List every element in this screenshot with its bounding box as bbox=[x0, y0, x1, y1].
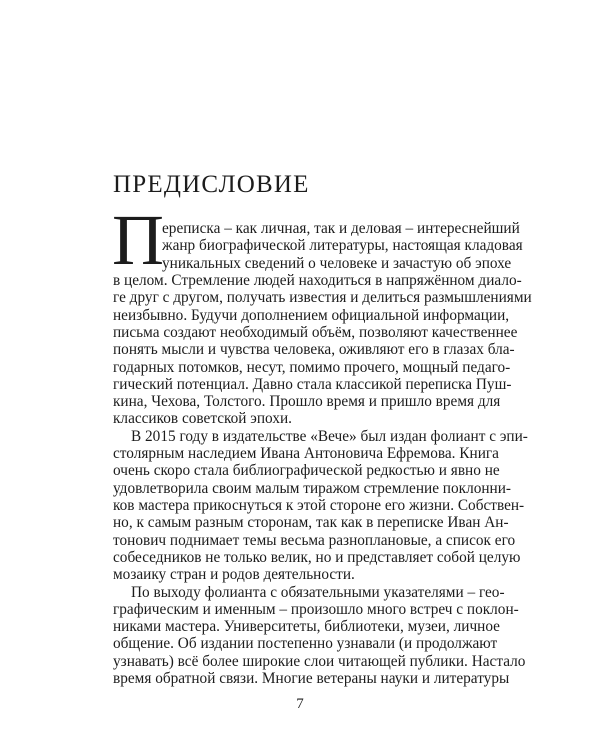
text-line: уникальных сведений о человеке и зачастую об эпохе bbox=[162, 254, 512, 272]
text-line: По выходу фолианта с обязательными указателями – гео- bbox=[131, 583, 505, 601]
text-line: никами мастера. Университеты, библиотеки, музеи, личное bbox=[113, 618, 500, 636]
text-line: жанр биографической литературы, настоящая кладовая bbox=[162, 237, 523, 255]
text-line: кина, Чехова, Толстого. Прошло время и пришло время для bbox=[113, 393, 501, 411]
text-line: неизбывно. Будучи дополнением официальной информации, bbox=[113, 306, 510, 324]
text-line: В 2015 году в издательстве «Вече» был издан фолиант с эпи- bbox=[131, 427, 528, 445]
text-line: время обратной связи. Многие ветераны науки и литературы bbox=[113, 670, 510, 687]
text-line: письма создают необходимый объём, позволяют качественнее bbox=[113, 323, 518, 341]
chapter-heading: ПРЕДИСЛОВИЕ bbox=[113, 171, 310, 198]
text-line: ге друг с другом, получать известия и делиться размышлениями bbox=[113, 289, 532, 307]
text-line: тонович поднимает темы весьма разноплановые, а список его bbox=[113, 531, 516, 549]
page-number: 7 bbox=[296, 696, 304, 712]
text-line: гический потенциал. Давно стала классикой переписка Пуш- bbox=[113, 375, 512, 393]
text-line: ереписка – как личная, так и деловая – интереснейший bbox=[162, 220, 520, 237]
text-line: собеседников не только велик, но и представляет собой целую bbox=[113, 548, 521, 566]
text-line: удовлетворила своим малым тиражом стремление поклонни- bbox=[113, 479, 512, 497]
text-line: понять мысли и чувства человека, оживляют его в глазах бла- bbox=[113, 341, 515, 359]
drop-cap: П bbox=[112, 200, 164, 280]
text-line: годарных потомков, несут, помимо прочего, мощный педаго- bbox=[113, 358, 511, 376]
text-line: очень скоро стала библиографической редкостью и явно не bbox=[113, 462, 500, 480]
text-line: графическим и именным – произошло много встреч с поклон- bbox=[113, 600, 519, 618]
text-line: узнавать) всё более широкие слои читающей публики. Настало bbox=[113, 652, 526, 670]
text-line: классиков советской эпохи. bbox=[113, 410, 292, 428]
text-line: но, к самым разным сторонам, так как в переписке Иван Ан- bbox=[113, 514, 509, 532]
text-line: мозаику стран и родов деятельности. bbox=[113, 566, 355, 584]
text-line: в целом. Стремление людей находиться в напряжённом диало- bbox=[113, 271, 522, 289]
text-line: столярным наследием Ивана Антоновича Ефремова. Книга bbox=[113, 445, 499, 462]
text-line: ков мастера прикоснуться к этой стороне его жизни. Собствен- bbox=[113, 496, 525, 514]
text-line: общение. Об издании постепенно узнавали (и продолжают bbox=[113, 635, 498, 653]
